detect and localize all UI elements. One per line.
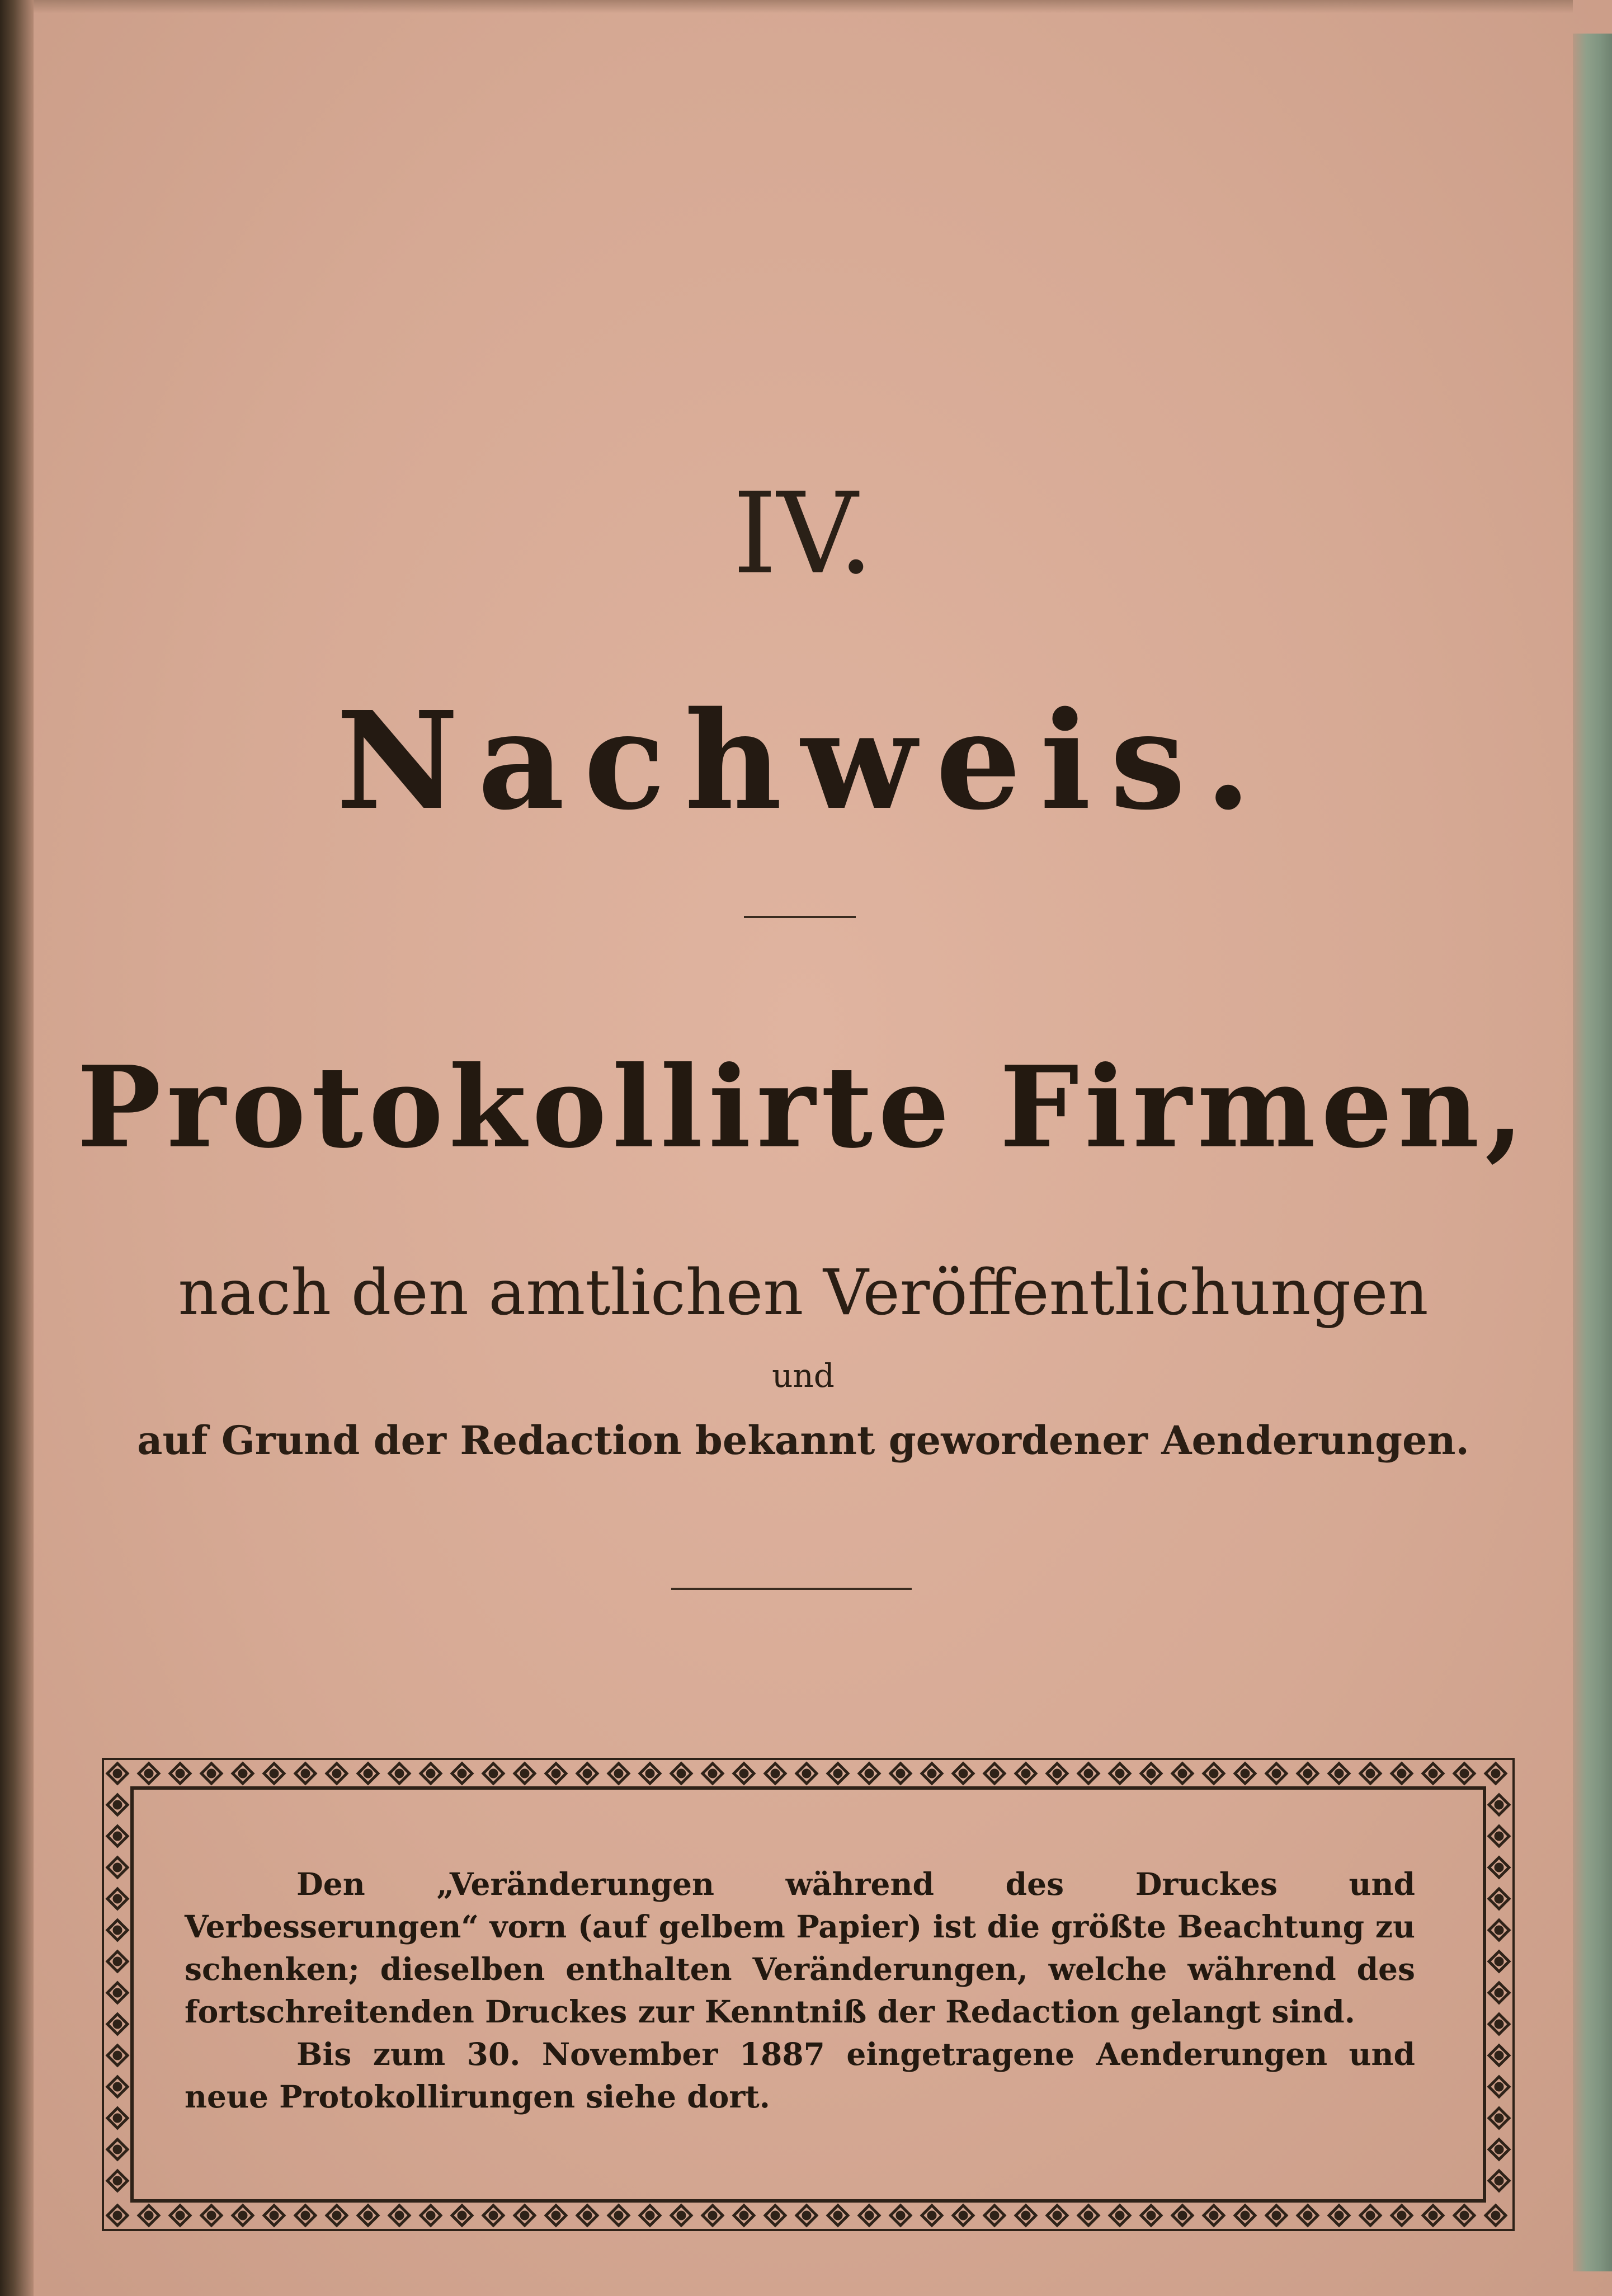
- page-subtitle: Protokollirte Firmen,: [77, 1042, 1530, 1173]
- page-fore-edge: [1573, 34, 1612, 2271]
- page-top-edge: [34, 0, 1573, 13]
- page-title: Nachweis.: [336, 682, 1271, 840]
- divider-rule-top: [744, 916, 856, 918]
- description-line-2: auf Grund der Redaction bekannt gewordener Aenderungen.: [137, 1417, 1469, 1464]
- divider-rule-bottom: [671, 1588, 912, 1590]
- conjunction: und: [772, 1357, 835, 1395]
- book-gutter: [0, 0, 34, 2296]
- notice-paragraph-2: Bis zum 30. November 1887 eingetragene Aenderungen und neue Protokollirungen siehe dort.: [185, 2036, 1415, 2115]
- section-numeral: IV.: [732, 469, 874, 599]
- notice-paragraph-1: Den „Veränderungen während des Druckes und Verbesserungen“ vorn (auf gelbem Papier) ist die größte Beachtung zu schenken; dieselben enthalten Veränderungen, welche während des fortschreitenden Druckes zur Kenntniß der Redaction gelangt sind.: [185, 1866, 1415, 2030]
- description-line-1: nach den amtlichen Veröffentlichungen: [178, 1257, 1429, 1329]
- notice-text: [185, 1863, 1415, 2118]
